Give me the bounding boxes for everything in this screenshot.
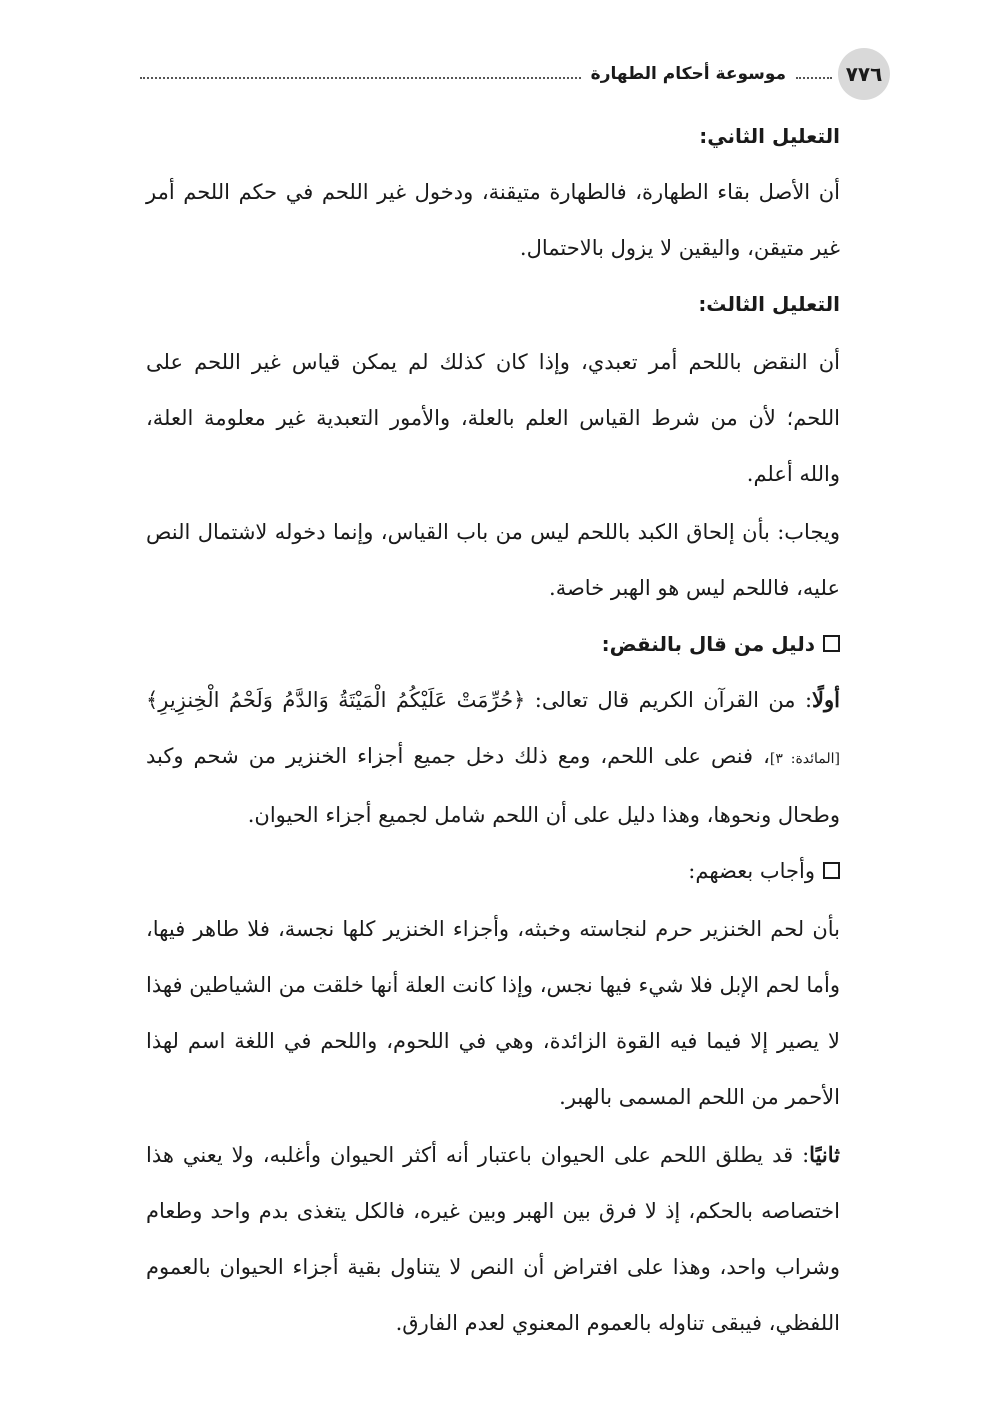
second-label: ثانيًا bbox=[809, 1142, 840, 1167]
first-label: أولًا bbox=[812, 687, 840, 712]
page-body bbox=[146, 108, 840, 1351]
heading-evidence bbox=[146, 616, 840, 672]
first-text-cont: ، فنص على اللحم، ومع ذلك دخل جميع أجزاء الخنزير من شحم وكبد وطحال ونحوها، وهذا دليل على أن اللحم شامل لجميع أجزاء الحيوان. bbox=[146, 744, 840, 827]
running-title: موسوعة أحكام الطهارة bbox=[590, 64, 786, 84]
first-text: : من القرآن الكريم قال تعالى: ﴿حُرِّمَتْ عَلَيْكُمُ الْمَيْتَةُ وَالدَّمُ وَلَحْمُ الْخِنزِيرِ﴾ bbox=[146, 688, 813, 712]
square-bullet-icon bbox=[823, 635, 840, 652]
paragraph-reply: بأن لحم الخنزير حرم لنجاسته وخبثه، وأجزاء الخنزير كلها نجسة، فلا طاهر فيها، وأما لحم الإبل فلا شيء فيها نجس، وإذا كانت العلة أنها خلقت من الشياطين فهذا لا يصير إلا فيما فيه القوة الزائدة، وهي في اللحوم، واللحم في اللغة اسم لهذا الأحمر من اللحم المسمى بالهبر. bbox=[146, 917, 840, 1109]
paragraph-third-reason: أن النقض باللحم أمر تعبدي، وإذا كان كذلك لم يمكن قياس غير اللحم على اللحم؛ لأن من شرط القياس العلم بالعلة، والأمور التعبدية غير معلومة العلة، والله أعلم. bbox=[146, 350, 840, 486]
heading-second-reason bbox=[146, 108, 840, 164]
heading-third-reason bbox=[146, 276, 840, 332]
square-bullet-icon bbox=[823, 862, 840, 879]
paragraph-second-reason: أن الأصل بقاء الطهارة، فالطهارة متيقنة، ودخول غير اللحم في حكم اللحم أمر غير متيقن، واليقين لا يزول بالاحتمال. bbox=[146, 180, 840, 260]
verse-reference: [المائدة: ٣] bbox=[769, 751, 840, 767]
header-dotted-rule-long bbox=[140, 77, 581, 79]
page-header bbox=[140, 48, 890, 100]
second-text: : قد يطلق اللحم على الحيوان باعتبار أنه أكثر الحيوان وأغلبه، ولا يعني هذا اختصاصه بالحكم، إذ لا فرق بين الهبر وبين غيره، فالكل يتغذى بدم واحد وطعام وشراب واحد، وهذا على افتراض أن النص لا يتناول بقية أجزاء الحيوان بالعموم اللفظي، فيبقى تناوله بالعموم المعنوي لعدم الفارق. bbox=[146, 1143, 840, 1335]
paragraph-first-evidence bbox=[146, 672, 840, 843]
heading-text: التعليل الثاني: bbox=[699, 124, 840, 148]
paragraph-answer: ويجاب: بأن إلحاق الكبد باللحم ليس من باب القياس، وإنما دخوله لاشتمال النص عليه، فاللحم ليس هو الهبر خاصة. bbox=[146, 520, 840, 600]
heading-reply bbox=[146, 843, 840, 899]
page-number-badge: ٧٧٦ bbox=[838, 48, 890, 100]
heading-text: دليل من قال بالنقض: bbox=[601, 632, 815, 656]
heading-text: وأجاب بعضهم: bbox=[688, 859, 815, 883]
paragraph-second-evidence bbox=[146, 1127, 840, 1351]
heading-text: التعليل الثالث: bbox=[698, 292, 840, 316]
header-dotted-rule-short bbox=[796, 77, 832, 79]
